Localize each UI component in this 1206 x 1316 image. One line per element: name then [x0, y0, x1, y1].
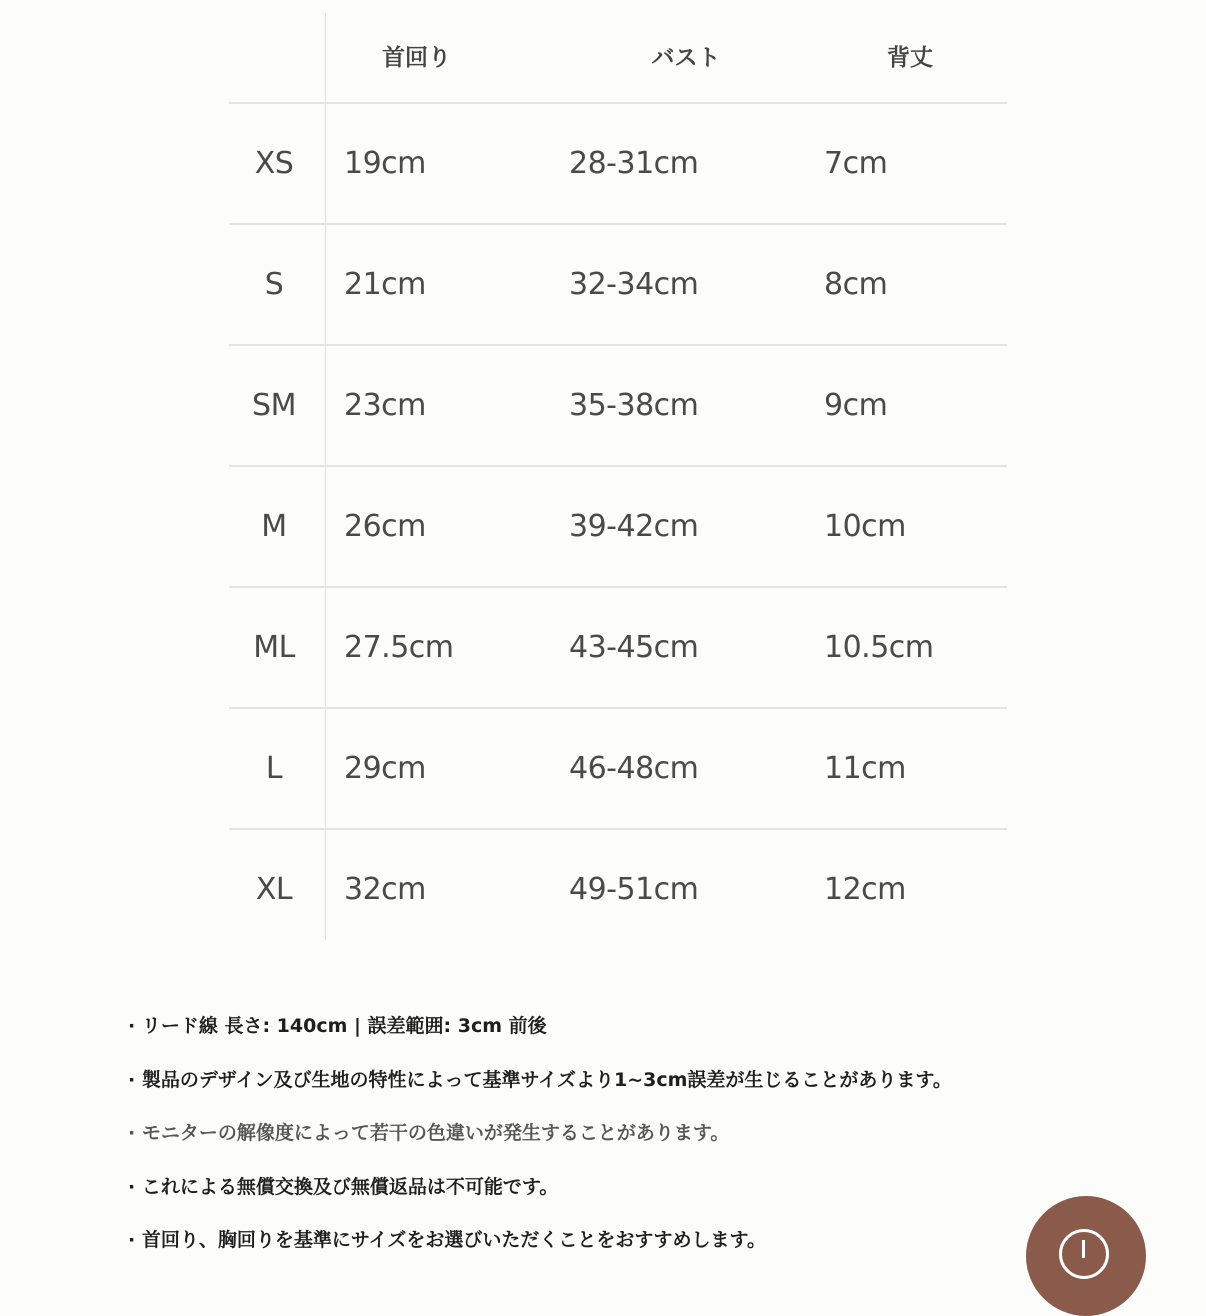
bust-value: 43-45cm [569, 630, 699, 665]
bust-value: 32-34cm [569, 267, 699, 302]
neck-value: 19cm [344, 146, 426, 181]
note-item: · 製品のデザイン及び生地の特性によって基準サイズより1~3cm誤差が生じることがあります。 [128, 1068, 952, 1091]
power-icon [1059, 1229, 1109, 1279]
note-item: · 首回り、胸回りを基準にサイズをお選びいただくことをおすすめします。 [128, 1229, 766, 1252]
size-label: XL [255, 872, 293, 907]
table-row [229, 225, 1007, 346]
bust-value: 39-42cm [569, 509, 699, 544]
table-row [229, 104, 1007, 225]
table-row [229, 346, 1007, 467]
note-item: · これによる無償交換及び無償返品は不可能です。 [128, 1175, 559, 1198]
bust-value: 28-31cm [569, 146, 699, 181]
neck-value: 26cm [344, 509, 426, 544]
back-length-value: 10.5cm [824, 630, 934, 665]
header-neck: 首回り [382, 45, 451, 71]
floating-action-button[interactable] [1026, 1196, 1146, 1316]
neck-value: 27.5cm [344, 630, 454, 665]
header-size [229, 13, 319, 102]
neck-value: 29cm [344, 751, 426, 786]
table-row [229, 467, 1007, 588]
size-table [229, 13, 1007, 949]
back-length-value: 11cm [824, 751, 906, 786]
neck-value: 23cm [344, 388, 426, 423]
table-row [229, 830, 1007, 949]
size-label: ML [253, 630, 295, 665]
back-length-value: 10cm [824, 509, 906, 544]
header-bust: バスト [651, 45, 721, 71]
neck-value: 21cm [344, 267, 426, 302]
bust-value: 49-51cm [569, 872, 699, 907]
bust-value: 35-38cm [569, 388, 699, 423]
notes-list [128, 998, 1088, 1266]
bust-value: 46-48cm [569, 751, 699, 786]
size-label: S [264, 267, 284, 302]
table-row [229, 588, 1007, 709]
back-length-value: 9cm [824, 388, 888, 423]
size-label: L [265, 751, 283, 786]
table-row [229, 709, 1007, 830]
back-length-value: 12cm [824, 872, 906, 907]
size-label: SM [252, 388, 296, 423]
header-back-length: 背丈 [887, 45, 933, 71]
size-label: M [261, 509, 287, 544]
back-length-value: 7cm [824, 146, 888, 181]
note-item: · モニターの解像度によって若干の色違いが発生することがあります。 [128, 1122, 730, 1145]
table-header-row [229, 13, 1007, 104]
size-label: XS [254, 146, 294, 181]
neck-value: 32cm [344, 872, 426, 907]
note-item: · リード線 長さ: 140cm | 誤差範囲: 3cm 前後 [128, 1015, 547, 1038]
back-length-value: 8cm [824, 267, 888, 302]
